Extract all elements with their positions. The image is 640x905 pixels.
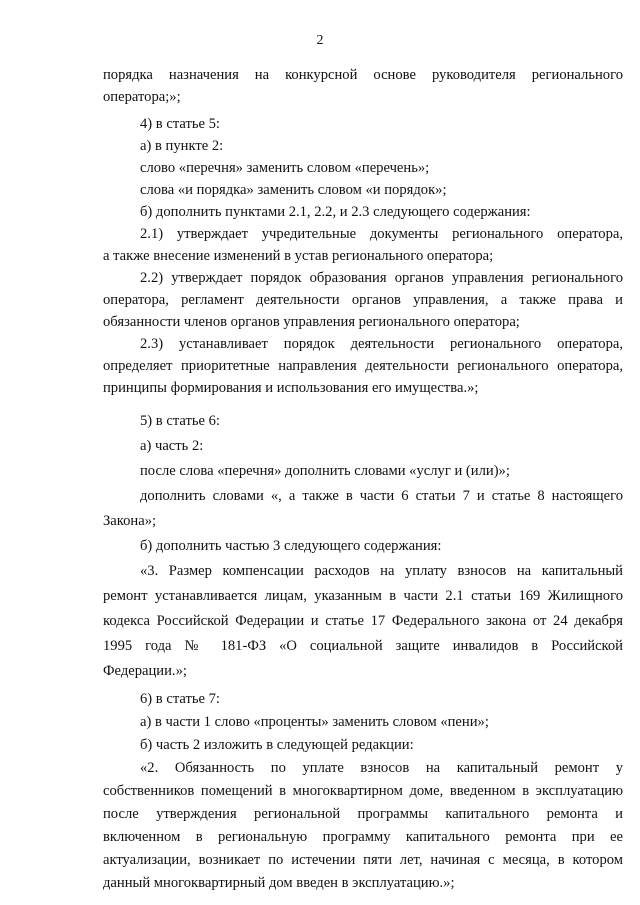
text-line: б) дополнить пунктами 2.1, 2.2, и 2.3 следующего содержания: bbox=[140, 204, 531, 220]
text-line: порядка назначения на конкурсной основе руководителя регионального bbox=[103, 67, 623, 83]
text-line: после утверждения региональной программы капитального ремонта и bbox=[103, 806, 623, 822]
text-line: после слова «перечня» дополнить словами «услуг и (или)»; bbox=[140, 463, 510, 479]
text-line: определяет приоритетные направления деятельности регионального оператора, bbox=[103, 358, 623, 374]
text-line: включенном в региональную программу капитального ремонта при ее bbox=[103, 829, 623, 845]
text-line: а) в пункте 2: bbox=[140, 138, 224, 154]
text-line: Федерации.»; bbox=[103, 663, 187, 679]
text-line: а) в части 1 слово «проценты» заменить словом «пени»; bbox=[140, 714, 489, 730]
text-line: оператора;»; bbox=[103, 89, 181, 105]
text-line: дополнить словами «, а также в части 6 статьи 7 и статье 8 настоящего bbox=[140, 488, 623, 504]
text-line: принципы формирования и использования его имущества.»; bbox=[103, 380, 479, 396]
text-line: 2.3) устанавливает порядок деятельности регионального оператора, bbox=[140, 336, 623, 352]
text-line: слово «перечня» заменить словом «перечень»; bbox=[140, 160, 430, 176]
text-line: 2.2) утверждает порядок образования органов управления регионального bbox=[140, 270, 623, 286]
text-line: «2. Обязанность по уплате взносов на капитальный ремонт у bbox=[140, 760, 623, 776]
text-line: Закона»; bbox=[103, 513, 157, 529]
text-line: 2.1) утверждает учредительные документы регионального оператора, bbox=[140, 226, 623, 242]
text-line: 5) в статье 6: bbox=[140, 413, 220, 429]
page-number: 2 bbox=[316, 33, 324, 48]
text-line: 6) в статье 7: bbox=[140, 691, 220, 707]
text-line: собственников помещений в многоквартирном доме, введенном в эксплуатацию bbox=[103, 783, 623, 799]
text-line: 4) в статье 5: bbox=[140, 116, 220, 132]
text-line: б) часть 2 изложить в следующей редакции: bbox=[140, 737, 414, 753]
text-line: а) часть 2: bbox=[140, 438, 204, 454]
text-line: «3. Размер компенсации расходов на уплату взносов на капитальный bbox=[140, 563, 623, 579]
text-line: б) дополнить частью 3 следующего содержания: bbox=[140, 538, 442, 554]
text-line: 1995 года № 181-ФЗ «О социальной защите инвалидов в Российской bbox=[103, 638, 623, 654]
text-line: а также внесение изменений в устав регионального оператора; bbox=[103, 248, 494, 264]
text-line: обязанности членов органов управления регионального оператора; bbox=[103, 314, 520, 330]
text-line: оператора, регламент деятельности органов управления, а также права и bbox=[103, 292, 623, 308]
text-line: данный многоквартирный дом введен в эксплуатацию.»; bbox=[103, 875, 455, 891]
text-line: слова «и порядка» заменить словом «и порядок»; bbox=[140, 182, 447, 198]
text-line: ремонт устанавливается лицам, указанным в части 2.1 статьи 169 Жилищного bbox=[103, 588, 623, 604]
text-line: актуализации, возникает по истечении пяти лет, начиная с месяца, в котором bbox=[103, 852, 623, 868]
text-line: кодекса Российской Федерации и статье 17 Федерального закона от 24 декабря bbox=[103, 613, 623, 629]
